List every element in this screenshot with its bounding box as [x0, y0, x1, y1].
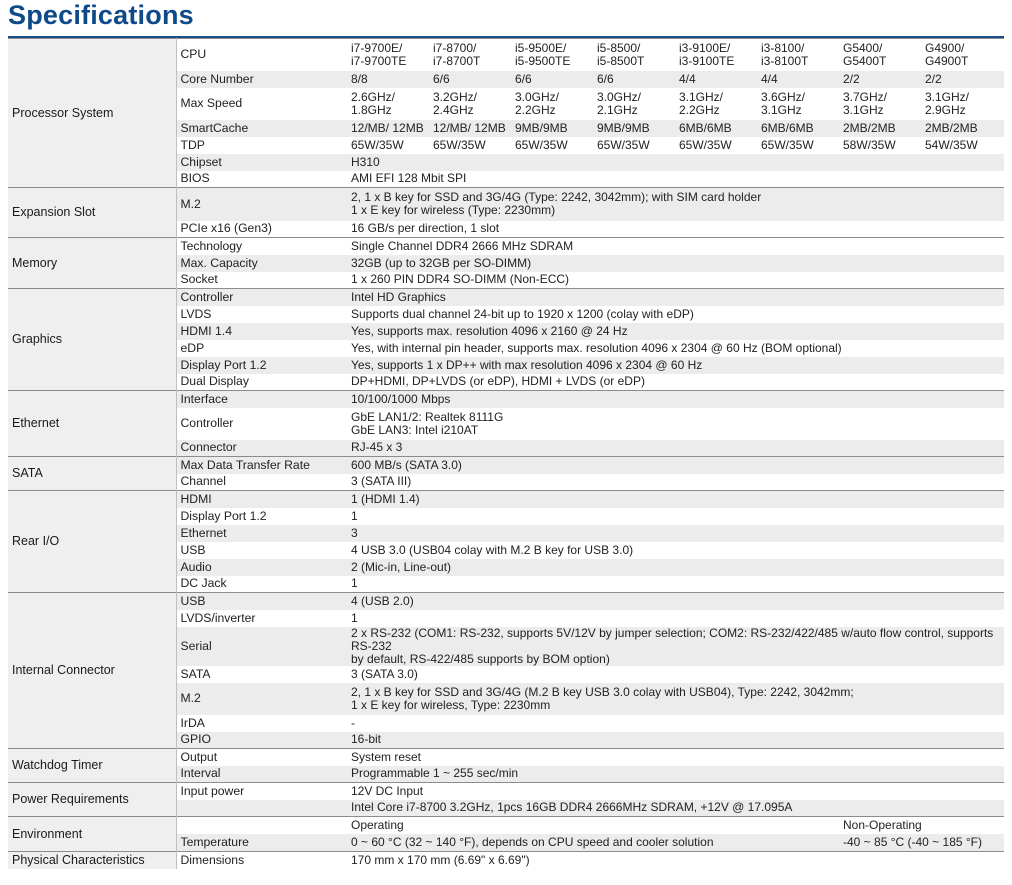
tdp-cell: 65W/35W — [515, 137, 568, 152]
cache-cell: 12/MB/ 12MB — [347, 120, 429, 137]
value-rear-hdmi: 1 (HDMI 1.4) — [347, 491, 1004, 508]
value-wd-output: System reset — [347, 749, 1004, 766]
cpu-cell: G4900/ G4900T — [921, 39, 1004, 71]
label-pwr-input: Input power — [176, 783, 347, 800]
speed-cell: 3.0GHz/ 2.1GHz — [597, 89, 642, 117]
label-rear-dp: Display Port 1.2 — [180, 508, 267, 523]
row-phys-dim — [8, 852, 1004, 869]
cache-cell: 6MB/6MB — [675, 120, 757, 137]
page-title: Specifications — [8, 0, 194, 30]
label-gfx-controller: Controller — [176, 289, 347, 306]
value-int-gpio: 16-bit — [347, 732, 1004, 749]
row-gfx-controller — [8, 289, 1004, 306]
group-internal: Internal Connector — [8, 593, 176, 749]
label-rear-eth: Ethernet — [176, 525, 347, 542]
row-rear-hdmi — [8, 491, 1004, 508]
label-eth-controller: Controller — [180, 416, 234, 430]
cpu-cell: i7-8700/ i7-8700T — [429, 39, 511, 71]
label-int-irda: IrDA — [180, 715, 205, 730]
value-gfx-edp: Yes, with internal pin header, supports max. resolution 4096 x 2304 @ 60 Hz (BOM optional) — [351, 340, 842, 355]
group-rear-io: Rear I/O — [8, 491, 176, 593]
core-cell: 6/6 — [511, 71, 593, 88]
speed-cell: 3.0GHz/ 2.2GHz — [515, 89, 560, 117]
label-core: Core Number — [176, 71, 347, 88]
label-int-usb: USB — [176, 593, 347, 610]
label-int-serial: Serial — [176, 627, 347, 666]
label-int-m2: M.2 — [176, 683, 347, 715]
row-env-head — [8, 817, 1004, 834]
value-gfx-controller: Intel HD Graphics — [347, 289, 1004, 306]
label-sata-rate: Max Data Transfer Rate — [176, 457, 347, 474]
label-mem-socket: Socket — [180, 272, 218, 287]
group-ethernet: Ethernet — [8, 391, 176, 457]
tdp-cell: 65W/35W — [761, 137, 814, 152]
value-eth-controller: GbE LAN1/2: Realtek 8111G GbE LAN3: Intel i210AT — [351, 409, 504, 437]
value-chipset: H310 — [347, 154, 1004, 171]
label-gfx-dp: Display Port 1.2 — [176, 357, 347, 374]
label-chipset: Chipset — [176, 154, 347, 171]
value-gfx-dual: DP+HDMI, DP+LVDS (or eDP), HDMI + LVDS (or eDP) — [351, 374, 645, 389]
value-eth-interface: 10/100/1000 Mbps — [347, 391, 1004, 408]
cpu-cell: i7-9700E/ i7-9700TE — [347, 39, 429, 71]
speed-cell: 3.1GHz/ 2.9GHz — [925, 89, 970, 117]
group-sata: SATA — [8, 457, 176, 491]
label-sata-channel: Channel — [180, 474, 226, 489]
label-gfx-edp: eDP — [180, 340, 205, 355]
value-gfx-lvds: Supports dual channel 24-bit up to 1920 x 1200 (colay with eDP) — [351, 306, 694, 321]
group-graphics: Graphics — [8, 289, 176, 391]
label-int-sata: SATA — [180, 666, 211, 681]
value-wd-interval: Programmable 1 ~ 255 sec/min — [347, 766, 1004, 783]
speed-cell: 3.7GHz/ 3.1GHz — [843, 89, 888, 117]
spec-table — [8, 38, 1004, 869]
group-watchdog: Watchdog Timer — [8, 749, 176, 783]
label-cache: SmartCache — [176, 120, 347, 137]
value-rear-audio: 2 (Mic-in, Line-out) — [347, 559, 1004, 576]
label-eth-interface: Interface — [176, 391, 347, 408]
label-rear-dc: DC Jack — [180, 576, 227, 591]
env-nonop-head: Non-Operating — [839, 817, 1004, 834]
row-mem-tech — [8, 238, 1004, 255]
value-phys-dim: 170 mm x 170 mm (6.69" x 6.69") — [347, 852, 1004, 869]
label-wd-interval: Interval — [176, 766, 347, 783]
cache-cell: 2MB/2MB — [839, 120, 921, 137]
speed-cell: 2.6GHz/ 1.8GHz — [351, 89, 396, 117]
value-env-operating: 0 ~ 60 °C (32 ~ 140 °F), depends on CPU speed and cooler solution — [347, 834, 839, 852]
tdp-cell: 65W/35W — [597, 137, 650, 152]
group-processor: Processor System — [8, 39, 176, 188]
cache-cell: 6MB/6MB — [757, 120, 839, 137]
core-cell: 2/2 — [839, 71, 921, 88]
value-int-irda: - — [351, 715, 355, 730]
value-pwr-typical: Intel Core i7-8700 3.2GHz, 1pcs 16GB DDR4 2666MHz SDRAM, +12V @ 17.095A — [347, 800, 1004, 817]
label-tdp: TDP — [180, 137, 205, 152]
label-rear-audio: Audio — [176, 559, 347, 576]
label-speed: Max Speed — [180, 96, 243, 110]
value-rear-eth: 3 — [347, 525, 1004, 542]
tdp-cell: 65W/35W — [433, 137, 486, 152]
core-cell: 8/8 — [347, 71, 429, 88]
value-rear-usb: 4 USB 3.0 (USB04 colay with M.2 B key for USB 3.0) — [351, 542, 634, 557]
row-cpu — [8, 39, 1004, 71]
label-eth-connector: Connector — [176, 440, 347, 457]
core-cell: 2/2 — [921, 71, 1004, 88]
label-pcie: PCIe x16 (Gen3) — [180, 221, 272, 236]
value-rear-dc: 1 — [351, 576, 358, 591]
value-mem-cap: 32GB (up to 32GB per SO-DIMM) — [347, 255, 1004, 272]
value-int-lvds: 1 — [351, 610, 358, 625]
label-rear-usb: USB — [180, 542, 206, 557]
label-mem-cap: Max. Capacity — [176, 255, 347, 272]
core-cell: 6/6 — [429, 71, 511, 88]
label-phys-dim: Dimensions — [176, 852, 347, 869]
env-operating-head: Operating — [347, 817, 839, 834]
value-eth-connector: RJ-45 x 3 — [347, 440, 1004, 457]
value-int-m2: 2, 1 x B key for SSD and 3G/4G (M.2 B key USB 3.0 colay with USB04), Type: 2242, 3042mm; 1 x E key for wireless, Type: 2230mm — [347, 683, 1004, 715]
label-cpu: CPU — [176, 39, 347, 71]
row-exp-m2 — [8, 188, 1004, 221]
value-bios: AMI EFI 128 Mbit SPI — [351, 171, 467, 186]
value-exp-m2: 2, 1 x B key for SSD and 3G/4G (Type: 2242, 3042mm); with SIM card holder 1 x E key for wireless (Type: 2230mm) — [347, 188, 1004, 221]
label-bios: BIOS — [180, 171, 210, 186]
value-rear-dp: 1 — [351, 508, 358, 523]
cpu-cell: i5-9500E/ i5-9500TE — [511, 39, 593, 71]
value-int-sata: 3 (SATA 3.0) — [351, 666, 418, 681]
cache-cell: 9MB/9MB — [511, 120, 593, 137]
value-mem-tech: Single Channel DDR4 2666 MHz SDRAM — [347, 238, 1004, 255]
tdp-cell: 58W/35W — [843, 137, 896, 152]
label-gfx-hdmi: HDMI 1.4 — [176, 323, 347, 340]
row-eth-interface — [8, 391, 1004, 408]
tdp-cell: 54W/35W — [925, 137, 978, 152]
value-sata-channel: 3 (SATA III) — [351, 474, 412, 489]
value-pcie: 16 GB/s per direction, 1 slot — [351, 221, 500, 236]
value-env-nonop: -40 ~ 85 °C (-40 ~ 185 °F) — [839, 834, 1004, 852]
row-pwr-input — [8, 783, 1004, 800]
cache-cell: 2MB/2MB — [921, 120, 1004, 137]
value-gfx-hdmi: Yes, supports max. resolution 4096 x 2160 @ 24 Hz — [347, 323, 1004, 340]
row-wd-output — [8, 749, 1004, 766]
value-pwr-input: 12V DC Input — [347, 783, 1004, 800]
label-env-temp: Temperature — [176, 834, 347, 852]
cache-cell: 9MB/9MB — [593, 120, 675, 137]
group-environment: Environment — [8, 817, 176, 852]
cpu-cell: i3-9100E/ i3-9100TE — [675, 39, 757, 71]
label-rear-hdmi: HDMI — [176, 491, 347, 508]
label-gfx-dual: Dual Display — [180, 374, 249, 389]
value-int-usb: 4 (USB 2.0) — [347, 593, 1004, 610]
cache-cell: 12/MB/ 12MB — [429, 120, 511, 137]
label-int-gpio: GPIO — [176, 732, 347, 749]
speed-cell: 3.6GHz/ 3.1GHz — [761, 89, 806, 117]
value-gfx-dp: Yes, supports 1 x DP++ with max resolution 4096 x 2304 @ 60 Hz — [347, 357, 1004, 374]
group-memory: Memory — [8, 238, 176, 289]
label-exp-m2: M.2 — [176, 188, 347, 221]
cpu-cell: G5400/ G5400T — [839, 39, 921, 71]
cpu-cell: i3-8100/ i3-8100T — [757, 39, 839, 71]
value-int-serial: 2 x RS-232 (COM1: RS-232, supports 5V/12V by jumper selection; COM2: RS-232/422/485 w/auto flow control, supports RS-232 by default, RS-422/485 supports by BOM option) — [347, 627, 1004, 666]
core-cell: 6/6 — [593, 71, 675, 88]
speed-cell: 3.2GHz/ 2.4GHz — [433, 89, 478, 117]
label-wd-output: Output — [176, 749, 347, 766]
core-cell: 4/4 — [757, 71, 839, 88]
tdp-cell: 65W/35W — [679, 137, 732, 152]
value-sata-rate: 600 MB/s (SATA 3.0) — [347, 457, 1004, 474]
core-cell: 4/4 — [675, 71, 757, 88]
label-gfx-lvds: LVDS — [180, 306, 212, 321]
tdp-cell: 65W/35W — [351, 137, 404, 152]
group-expansion: Expansion Slot — [8, 188, 176, 238]
speed-cell: 3.1GHz/ 2.2GHz — [679, 89, 724, 117]
label-int-lvds: LVDS/inverter — [180, 610, 256, 625]
row-sata-rate — [8, 457, 1004, 474]
group-power: Power Requirements — [8, 783, 176, 817]
value-mem-socket: 1 x 260 PIN DDR4 SO-DIMM (Non-ECC) — [351, 272, 570, 287]
cpu-cell: i5-8500/ i5-8500T — [593, 39, 675, 71]
row-int-usb — [8, 593, 1004, 610]
label-mem-tech: Technology — [176, 238, 347, 255]
group-physical: Physical Characteristics — [8, 852, 176, 869]
